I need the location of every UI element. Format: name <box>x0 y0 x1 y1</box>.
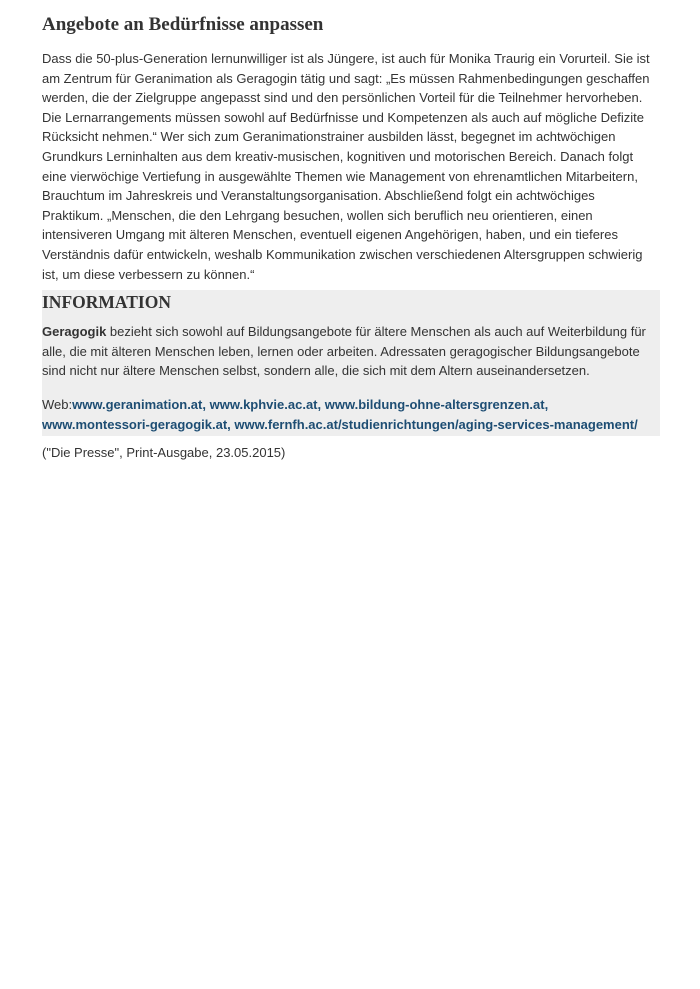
article-heading: Angebote an Bedürfnisse anpassen <box>42 14 324 35</box>
web-links-line <box>42 395 660 415</box>
link-fernfh[interactable]: www.fernfh.ac.at/studienrichtungen/aging-services-management/ <box>234 416 638 432</box>
web-links <box>42 395 660 434</box>
source-citation: ("Die Presse", Print-Ausgabe, 23.05.2015) <box>42 445 286 461</box>
link-montessori-geragogik[interactable]: www.montessori-geragogik.at <box>42 416 228 432</box>
information-line: sind nicht nur ältere Menschen selbst, sondern alle, die sich mit dem Altern auseinandersetzen. <box>42 363 590 379</box>
article-line: Die Lernarrangements müssen sowohl auf Bedürfnisse und Kompetenzen als auch auf mögliche Defizite <box>42 109 644 125</box>
article-page <box>42 12 660 463</box>
information-box <box>42 290 660 436</box>
link-geranimation[interactable]: www.geranimation.at <box>72 396 203 412</box>
article-line: am Zentrum für Geranimation als Geragogin tätig und sagt: „Es müssen Rahmenbedingungen geschaffen <box>42 70 650 86</box>
article-line: Dass die 50-plus-Generation lernunwilliger ist als Jüngere, ist auch für Monika Traurig ein Vorurteil. Sie ist <box>42 51 650 66</box>
article-line: Verständnis dafür entwickeln, weshalb Kommunikation zwischen verschiedenen Altersgruppen schwierig <box>42 246 643 262</box>
information-line-rest: bezieht sich sowohl auf Bildungsangebote für ältere Menschen als auch auf Weiterbildung für <box>106 324 646 340</box>
article-body <box>42 49 660 284</box>
web-links-line <box>42 415 660 435</box>
link-separator: , <box>227 416 235 432</box>
information-title: INFORMATION <box>42 292 171 313</box>
information-line <box>42 322 660 342</box>
article-line: Praktikum. „Menschen, die den Lehrgang besuchen, wollen sich beruflich neu orientieren, einen <box>42 207 593 223</box>
link-separator: , <box>317 396 325 412</box>
link-separator: , <box>544 396 549 412</box>
article-line: eine vierwöchige Vertiefung in ausgewählte Themen wie Management von ehrenamtlichen Mitarbeitern, <box>42 168 638 184</box>
article-line: Brauchtum im Jahreskreis und Veranstaltungsorganisation. Abschließend folgt ein achtwöchiges <box>42 188 595 204</box>
article-line: werden, die der Zielgruppe angepasst sind und den persönlichen Vorteil für die Teilnehmer hervorheben. <box>42 90 643 106</box>
link-kphvie[interactable]: www.kphvie.ac.at <box>209 396 318 412</box>
link-separator: , <box>202 396 210 412</box>
article-line: Grundkurs Lerninhalten aus dem kreativ-musischen, kognitiven und motorischen Bereich. Danach folgt <box>42 148 634 164</box>
information-line: alle, die mit älteren Menschen leben, lernen oder arbeiten. Adressaten geragogischer Bildungsangebote <box>42 343 640 359</box>
article-line: ist, um diese verbessern zu können.“ <box>42 266 255 282</box>
web-label: Web: <box>42 396 73 412</box>
link-bildung-ohne-altersgrenzen[interactable]: www.bildung-ohne-altersgrenzen.at <box>324 396 545 412</box>
article-line: Rücksicht nehmen.“ Wer sich zum Geranimationstrainer ausbilden lässt, begegnet im achtwöchigen <box>42 129 616 145</box>
information-term: Geragogik <box>42 324 107 340</box>
article-line: intensiveren Umgang mit älteren Menschen, eventuell eigenen Angehörigen, haben, und ein tieferes <box>42 227 618 243</box>
information-text <box>42 322 660 381</box>
